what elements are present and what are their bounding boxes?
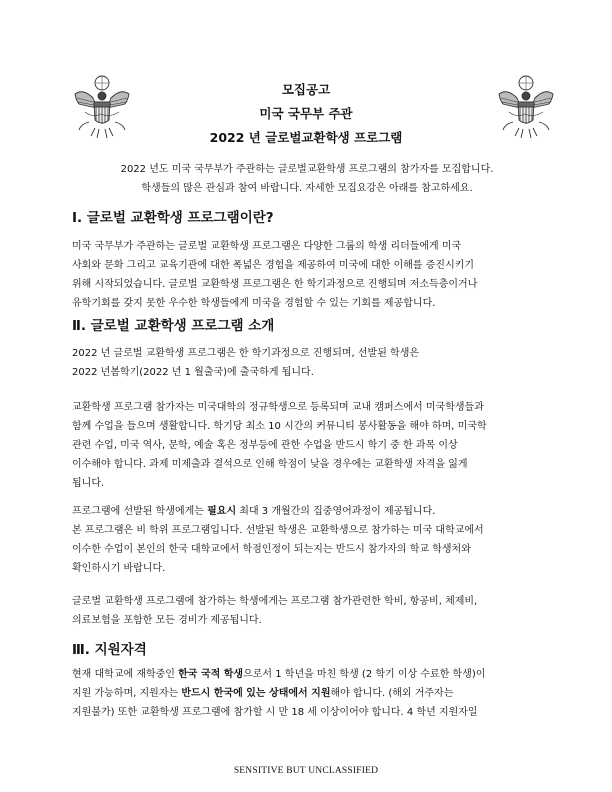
great-seal-left-icon	[73, 74, 131, 140]
text-run: 프로그램에 선발된 학생에게는	[72, 506, 208, 517]
text-run: 으로서 1 학년을 마친 학생 (2 학기 이상 수료한 학생)이	[243, 669, 486, 680]
paragraph-line: 확인하시기 바랍니다.	[72, 563, 166, 574]
classification-footer: SENSITIVE BUT UNCLASSIFIED	[233, 766, 379, 776]
text-run: 최대 3 개월간의 집중영어과정이 제공됩니다.	[236, 506, 436, 517]
paragraph-line: 됩니다.	[72, 478, 105, 489]
section-2-paragraph-1	[72, 344, 542, 382]
section-2-heading: Ⅱ. 글로벌 교환학생 프로그램 소개	[72, 318, 275, 334]
intro-line-2: 학생들의 많은 관심과 참여 바랍니다. 자세한 모집요강은 아래를 참고하세요.	[141, 183, 473, 194]
intro-line-1: 2022 년도 미국 국무부가 주관하는 글로벌교환학생 프로그램의 참가자를 모집합니다.	[120, 164, 494, 175]
text-run: 해야 합니다. (해외 거주자는	[330, 688, 454, 699]
paragraph-line	[72, 665, 542, 684]
paragraph-line: 본 프로그램은 비 학위 프로그램입니다. 선발된 학생은 교환학생으로 참가하는 미국 대학교에서	[72, 525, 484, 536]
section-3-heading: Ⅲ. 지원자격	[72, 642, 147, 658]
bold-text: 한국 국적 학생	[178, 669, 244, 680]
text-run: 지원 가능하며, 지원자는	[72, 688, 182, 699]
section-2-paragraph-2	[72, 398, 542, 493]
title-line-3: 2022 년 글로벌교환학생 프로그램	[209, 130, 403, 145]
title-line-2: 미국 국무부 주관	[259, 106, 353, 121]
great-seal-right-icon	[497, 74, 555, 140]
paragraph-line: 교환학생 프로그램 참가자는 미국대학의 정규학생으로 등록되며 교내 캠퍼스에서 미국학생들과	[72, 402, 484, 413]
paragraph-line: 위해 시작되었습니다. 글로벌 교환학생 프로그램은 한 학기과정으로 진행되며 저소득층이거나	[72, 279, 478, 290]
document-title	[150, 78, 462, 150]
paragraph-line	[72, 684, 542, 703]
paragraph-line: 사회와 문화 그리고 교육기관에 대한 폭넓은 경험을 제공하여 미국에 대한 이해를 증진시키기	[72, 260, 475, 271]
section-1-heading: Ⅰ. 글로벌 교환학생 프로그램이란?	[72, 210, 274, 226]
bold-text: 필요시	[207, 506, 237, 517]
paragraph-line: 함께 수업을 들으며 생활합니다. 학기당 최소 10 시간의 커뮤니티 봉사활동을 해야 하며, 미국학	[72, 421, 487, 432]
paragraph-line: 2022 년봄학기(2022 년 1 월출국)에 출국하게 됩니다.	[72, 367, 314, 378]
bold-text: 반드시 한국에 있는 상태에서 지원	[181, 688, 331, 699]
paragraph-line: 유학기회를 갖지 못한 우수한 학생들에게 미국을 경험할 수 있는 기회를 제공합니다.	[72, 298, 436, 309]
text-run: 현재 대학교에 재학중인	[72, 669, 179, 680]
paragraph-line: 지원불가) 또한 교환학생 프로그램에 참가할 시 만 18 세 이상이어야 합니다. 4 학년 지원자일	[72, 707, 478, 718]
section-2-paragraph-3	[72, 502, 542, 578]
paragraph-line	[72, 502, 542, 521]
section-2-paragraph-4	[72, 592, 542, 630]
section-3-paragraph	[72, 665, 542, 722]
intro-paragraph	[72, 160, 542, 198]
paragraph-line: 이수해야 합니다. 과제 미제출과 결석으로 인해 학점이 낮을 경우에는 교환학생 자격을 잃게	[72, 459, 468, 470]
title-line-1: 모집공고	[281, 82, 331, 97]
section-1-paragraph	[72, 237, 542, 313]
paragraph-line: 미국 국무부가 주관하는 글로벌 교환학생 프로그램은 다양한 그룹의 학생 리더들에게 미국	[72, 241, 462, 252]
paragraph-line: 2022 년 글로벌 교환학생 프로그램은 한 학기과정으로 진행되며, 선발된 학생은	[72, 348, 420, 359]
paragraph-line: 이수한 수업이 본인의 한국 대학교에서 학점인정이 되는지는 반드시 참가자의 학교 학생처와	[72, 544, 471, 555]
paragraph-line: 의료보험을 포함한 모든 경비가 제공됩니다.	[72, 615, 262, 626]
paragraph-line: 관련 수업, 미국 역사, 문학, 예술 혹은 정부등에 관한 수업을 반드시 학기 중 한 과목 이상	[72, 440, 458, 451]
paragraph-line: 글로벌 교환학생 프로그램에 참가하는 학생에게는 프로그램 참가관련한 학비, 항공비, 체제비,	[72, 596, 478, 607]
